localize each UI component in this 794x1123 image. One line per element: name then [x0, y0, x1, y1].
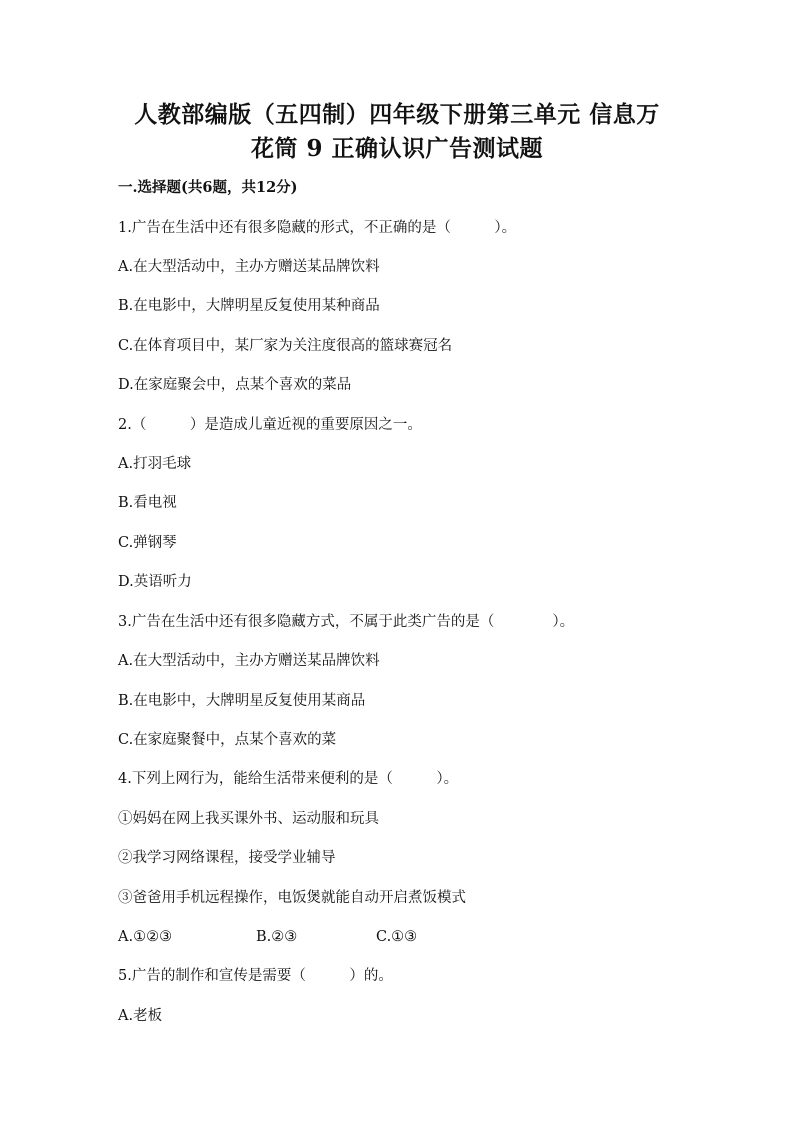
q4-item-2: ②我学习网络课程，接受学业辅导	[118, 850, 336, 866]
q1-option-d: D.在家庭聚会中，点某个喜欢的菜品	[118, 377, 352, 393]
title-line-1: 人教部编版（五四制）四年级下册第三单元 信息万	[134, 101, 660, 128]
q2-option-d: D.英语听力	[118, 574, 192, 590]
q4-item-3: ③爸爸用手机远程操作，电饭煲就能自动开启煮饭模式	[118, 890, 466, 906]
question-4: 4.下列上网行为，能给生活带来便利的是（ ）。	[118, 771, 459, 787]
q5-option-a: A.老板	[118, 1008, 163, 1024]
q3-option-c: C.在家庭聚餐中，点某个喜欢的菜	[118, 732, 337, 748]
q3-option-a: A.在大型活动中，主办方赠送某品牌饮料	[118, 653, 380, 669]
q3-option-b: B.在电影中，大牌明星反复使用某商品	[118, 693, 366, 709]
question-5: 5.广告的制作和宣传是需要（ ）的。	[118, 968, 393, 984]
question-3: 3.广告在生活中还有很多隐藏方式，不属于此类广告的是（ ）。	[118, 614, 575, 630]
q1-option-a: A.在大型活动中，主办方赠送某品牌饮料	[118, 259, 380, 275]
q4-option-a: A.①②③	[118, 929, 173, 945]
q1-option-b: B.在电影中，大牌明星反复使用某种商品	[118, 298, 380, 314]
q2-option-b: B.看电视	[118, 495, 177, 511]
q4-option-c: C.①③	[376, 929, 418, 945]
question-2: 2.（ ）是造成儿童近视的重要原因之一。	[118, 417, 422, 433]
q1-option-c: C.在体育项目中，某厂家为关注度很高的篮球赛冠名	[118, 338, 453, 354]
q4-option-b: B.②③	[256, 929, 298, 945]
section-heading: 一.选择题(共6题，共12分)	[118, 179, 298, 196]
q4-item-1: ①妈妈在网上我买课外书、运动服和玩具	[118, 811, 379, 827]
q2-option-c: C.弹钢琴	[118, 535, 177, 551]
q2-option-a: A.打羽毛球	[118, 456, 192, 472]
title-line-2: 花筒 9 正确认识广告测试题	[250, 135, 544, 162]
q4-options	[118, 928, 417, 946]
question-1: 1.广告在生活中还有很多隐藏的形式，不正确的是（ ）。	[118, 220, 517, 236]
